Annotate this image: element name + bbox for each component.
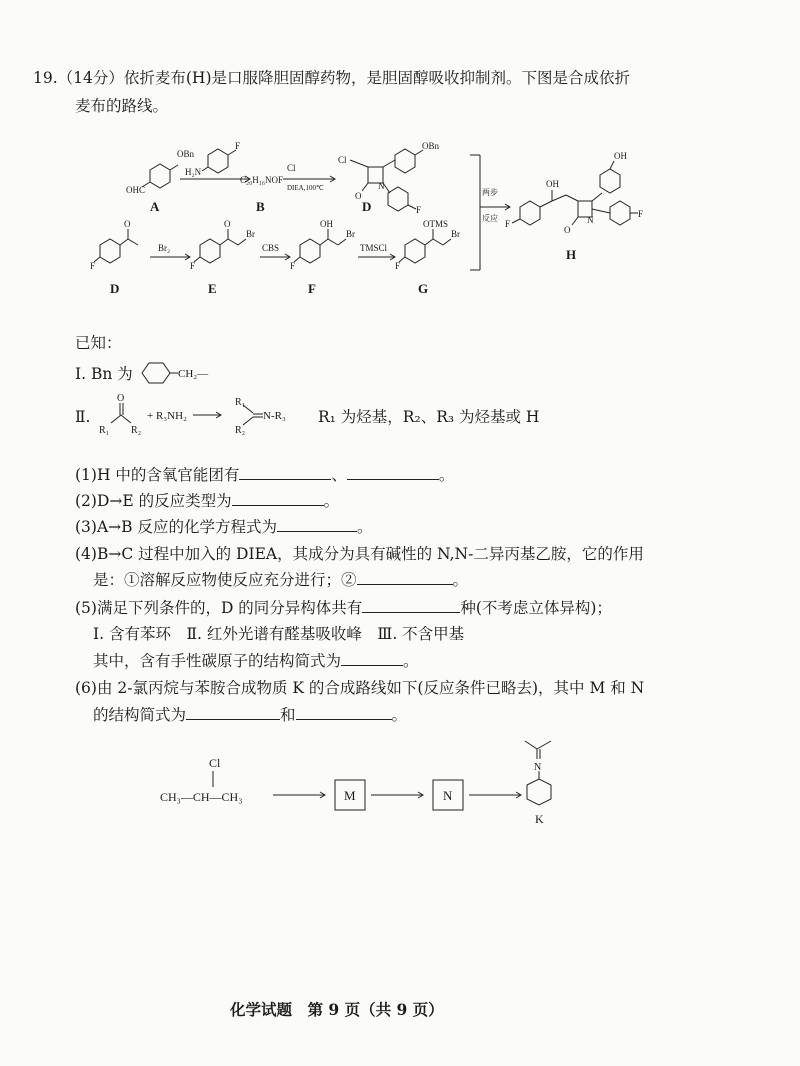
- G-F: F: [395, 261, 401, 271]
- cond-DIEA: DIEA,100℃: [287, 184, 324, 192]
- known-ii-note: R₁ 为烃基，R₂、R₃ 为烃基或 H: [318, 408, 540, 426]
- H-F-left: F: [505, 219, 511, 229]
- D-N: N: [378, 181, 385, 191]
- label-F: F: [308, 281, 316, 296]
- q4-text: 是：①溶解反应物使反应充分进行；②: [93, 571, 357, 589]
- scheme6-Cl: Cl: [209, 756, 221, 770]
- K-N-atom: N: [534, 762, 542, 773]
- D-oxo: O: [355, 191, 362, 201]
- F-OH: OH: [320, 219, 333, 229]
- H-N: N: [587, 215, 594, 225]
- page-footer: 化学试题 第 9 页（共 9 页）: [230, 1000, 444, 1019]
- q6-text: 的结构简式为: [93, 706, 187, 724]
- H-OH-chain: OH: [546, 179, 559, 189]
- box-M-label: M: [344, 788, 356, 803]
- cond-Cl: Cl: [287, 163, 296, 173]
- q1-answer-blank-1[interactable]: [239, 465, 331, 480]
- benzyl-ch2: CH₂—: [178, 368, 209, 380]
- question6-scheme: [155, 735, 595, 845]
- q5-line-3: [93, 651, 419, 671]
- imine-reaction-scheme: [95, 393, 315, 441]
- q1-answer-blank-2[interactable]: [347, 465, 439, 480]
- F-F: F: [290, 261, 296, 271]
- label-A: A: [150, 199, 160, 214]
- E-Br: Br: [246, 229, 255, 239]
- q4-line-1: (4)B→C 过程中加入的 DIEA，其成分为具有碱性的 N,N-二异丙基乙胺，它的作用: [75, 545, 644, 563]
- D-OBn: OBn: [422, 141, 440, 151]
- q5c-text: 其中，含有手性碳原子的结构简式为: [93, 652, 342, 670]
- q1-end: 。: [438, 466, 455, 484]
- H-oxo: O: [564, 225, 571, 235]
- ring-E: [200, 239, 220, 263]
- ketone-R2: R₂: [131, 425, 142, 436]
- q6-answer-blank-M[interactable]: [186, 705, 280, 720]
- label-E: E: [208, 281, 217, 296]
- B-formula: C₂₀H₁₆NOF: [240, 175, 284, 185]
- q2-line: [75, 491, 339, 511]
- q3-answer-blank[interactable]: [277, 517, 357, 532]
- label-K: K: [535, 812, 544, 826]
- G-Br: Br: [451, 229, 460, 239]
- ring-D-top: [395, 149, 415, 173]
- amine-label: H₂N: [185, 167, 202, 177]
- D2-oxo: O: [124, 219, 131, 229]
- imine-R1: R₁: [235, 397, 246, 408]
- ring-H-top: [600, 169, 620, 193]
- q5-answer-blank-2[interactable]: [341, 651, 403, 666]
- label-D2: D: [110, 281, 120, 296]
- plus-r3nh2: + R₃NH₂: [147, 410, 187, 422]
- q5-line-1: [75, 598, 612, 618]
- D-Cl: Cl: [338, 155, 347, 165]
- G-OTMS: OTMS: [423, 219, 449, 229]
- cond-twostep-2: 反应: [482, 214, 498, 223]
- q4-answer-blank[interactable]: [357, 570, 453, 585]
- ring-F: [300, 239, 320, 263]
- q5-conditions: Ⅰ. 含有苯环 Ⅱ. 红外光谱有醛基吸收峰 Ⅲ. 不含甲基: [93, 625, 465, 643]
- ring-A: [150, 164, 170, 188]
- ring-D-bottom: [388, 187, 408, 211]
- H-OH-ring: OH: [614, 151, 627, 161]
- A-aldehyde: OHC: [126, 185, 146, 195]
- ketone-R1: R₁: [99, 425, 110, 436]
- E-oxo: O: [224, 219, 231, 229]
- q4-line-2: [93, 570, 468, 590]
- q1-text: (1)H 中的含氧官能团有: [75, 466, 240, 484]
- q2-text: (2)D→E 的反应类型为: [75, 492, 232, 510]
- box-N-label: N: [443, 788, 453, 803]
- A-substituent: OBn: [177, 149, 195, 159]
- q1-sep: 、: [331, 466, 347, 484]
- q6-line-2: [93, 705, 407, 725]
- synthesis-route-scheme: [90, 135, 730, 310]
- cond-Br2: Br₂: [158, 243, 171, 253]
- q3-end: 。: [356, 518, 373, 536]
- q2-answer-blank[interactable]: [232, 491, 324, 506]
- ring-H-left: [520, 201, 540, 225]
- q6-end: 。: [391, 706, 408, 724]
- label-H: H: [566, 247, 577, 262]
- scheme6-formula: CH₃—CH—CH₃: [160, 790, 243, 804]
- cond-TMSCl: TMSCl: [360, 243, 388, 253]
- q3-line: [75, 517, 372, 537]
- D2-F: F: [90, 261, 96, 271]
- question-stem-line1: 19.（14分）依折麦布(H)是口服降胆固醇药物，是胆固醇吸收抑制剂。下图是合成依折: [33, 69, 630, 87]
- known-i: Ⅰ. Bn 为: [75, 365, 133, 383]
- cond-twostep-1: 两步: [482, 188, 498, 197]
- D-F: F: [416, 205, 422, 215]
- ketone-O: O: [117, 393, 125, 404]
- q5c-end: 。: [403, 652, 419, 670]
- label-G: G: [418, 281, 429, 296]
- label-B: B: [256, 199, 265, 214]
- E-F: F: [190, 261, 196, 271]
- q4-end: 。: [452, 571, 469, 589]
- ring-H-right: [610, 201, 630, 225]
- q5-end: 种(不考虑立体异构)；: [460, 599, 612, 617]
- q2-end: 。: [323, 492, 340, 510]
- ring-amine: [208, 149, 228, 173]
- F-Br: Br: [346, 229, 355, 239]
- q6-line-1: (6)由 2-氯丙烷与苯胺合成物质 K 的合成路线如下(反应条件已略去)，其中 M 和 N: [75, 679, 645, 697]
- label-D: D: [362, 199, 372, 214]
- q5-text: (5)满足下列条件的，D 的同分异构体共有: [75, 599, 363, 617]
- ring-G: [405, 239, 425, 263]
- imine-NR3: N-R₃: [263, 410, 286, 422]
- q5-answer-blank-1[interactable]: [362, 598, 460, 613]
- known-ii: Ⅱ.: [75, 408, 91, 426]
- amine-F: F: [235, 141, 241, 151]
- known-title: 已知：: [75, 334, 122, 352]
- ring-D2: [100, 239, 120, 263]
- q6-answer-blank-N[interactable]: [296, 705, 392, 720]
- q1-line: [75, 465, 454, 485]
- q3-text: (3)A→B 反应的化学方程式为: [75, 518, 277, 536]
- q6-mid: 和: [280, 706, 296, 724]
- H-F-right: F: [638, 209, 644, 219]
- benzyl-structure: [136, 358, 216, 388]
- cond-CBS: CBS: [262, 243, 280, 253]
- ring-K: [527, 779, 551, 805]
- imine-R2: R₂: [235, 425, 246, 436]
- question-stem-line2: 麦布的路线。: [75, 97, 169, 115]
